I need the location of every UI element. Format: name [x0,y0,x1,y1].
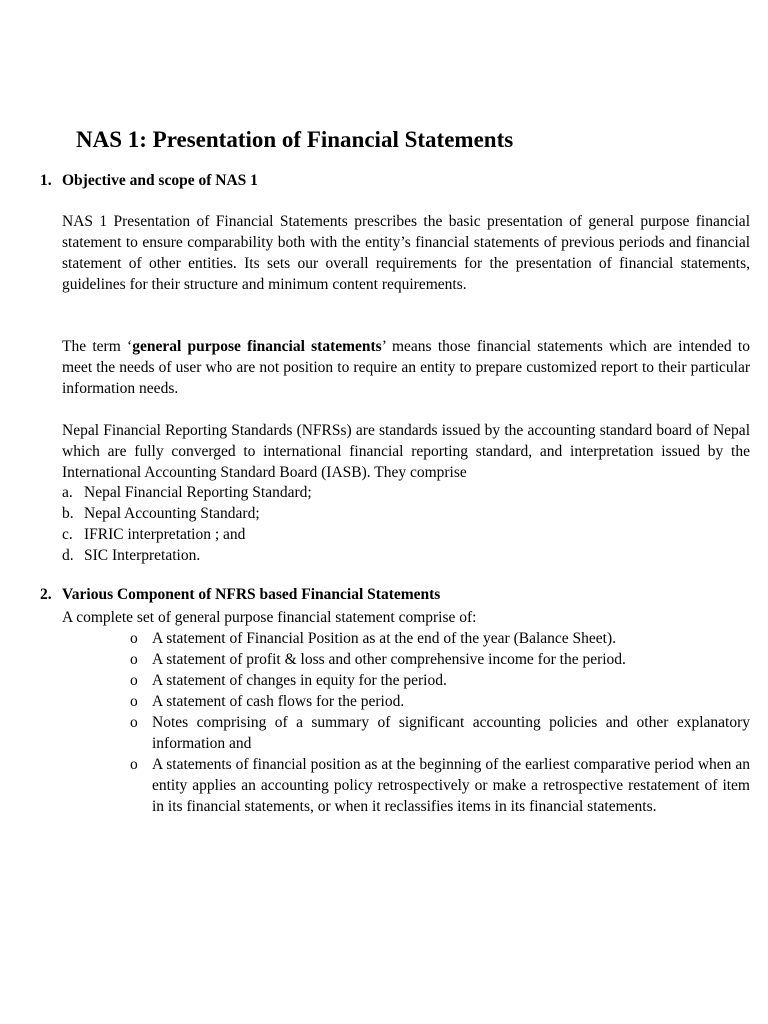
section-1-paragraph-1: NAS 1 Presentation of Financial Statements prescribes the basic presentation of general purpose financial statement to ensure comparability both with the entity’s financial statements of previous periods and financial statement of other entities. Its sets our overall requirements for the presentation of financial statements, guidelines for their structure and minimum content requirements. [62,213,750,293]
bullet-marker: o [130,756,138,773]
list-item-text: Notes comprising of a summary of significant accounting policies and other explanatory information and [152,714,750,752]
statement-components-list [130,628,750,817]
para2-prefix: The term ‘ [62,338,133,355]
para2-suffix: ’ means those financial statements which are intended to meet the needs of user who are not position to require an entity to prepare customized report to their particular information needs. [62,338,750,397]
list-item [130,649,750,670]
list-item-text: A statement of cash flows for the period. [152,693,405,710]
list-item-text: IFRIC interpretation ; and [84,526,246,543]
list-item-text: A statements of financial position as at the beginning of the earliest comparative period when an entity applies an accounting policy retrospectively or make a retrospective restatement of item in its financial statements, or when it reclassifies items in its financial statements. [152,756,750,815]
list-item [62,482,312,503]
list-item-text: Nepal Accounting Standard; [84,505,260,522]
section-2-heading: Various Component of NFRS based Financial Statements [62,586,441,603]
bullet-marker: o [130,672,138,689]
list-marker: a. [62,484,73,501]
bullet-marker: o [130,651,138,668]
para2-bold-term: general purpose financial statements [132,338,382,355]
list-item-text: SIC Interpretation. [84,547,201,564]
list-item [130,691,750,712]
section-2-number: 2. [40,586,52,603]
list-item-text: A statement of changes in equity for the period. [152,672,447,689]
nfrs-components-list [62,482,312,566]
bullet-marker: o [130,714,138,731]
list-item-text: Nepal Financial Reporting Standard; [84,484,312,501]
list-marker: d. [62,547,74,564]
section-1-heading: Objective and scope of NAS 1 [62,172,258,189]
section-1-number: 1. [40,172,52,189]
list-item [62,503,312,524]
list-item-text: A statement of Financial Position as at the end of the year (Balance Sheet). [152,630,617,647]
list-item-text: A statement of profit & loss and other comprehensive income for the period. [152,651,626,668]
list-item [130,712,750,754]
list-item [130,754,750,817]
list-item [62,524,312,545]
bullet-marker: o [130,630,138,647]
page-title: NAS 1: Presentation of Financial Statements [76,127,514,152]
list-item [62,545,312,566]
section-1-paragraph-2 [62,336,750,399]
list-item [130,670,750,691]
list-marker: c. [62,526,73,543]
list-item [130,628,750,649]
list-marker: b. [62,505,74,522]
section-2-intro: A complete set of general purpose financial statement comprise of: [62,609,477,626]
section-1-paragraph-3: Nepal Financial Reporting Standards (NFRSs) are standards issued by the accounting standard board of Nepal which are fully converged to international financial reporting standard, and interpretation issued by the International Accounting Standard Board (IASB). They comprise [62,422,750,481]
bullet-marker: o [130,693,138,710]
